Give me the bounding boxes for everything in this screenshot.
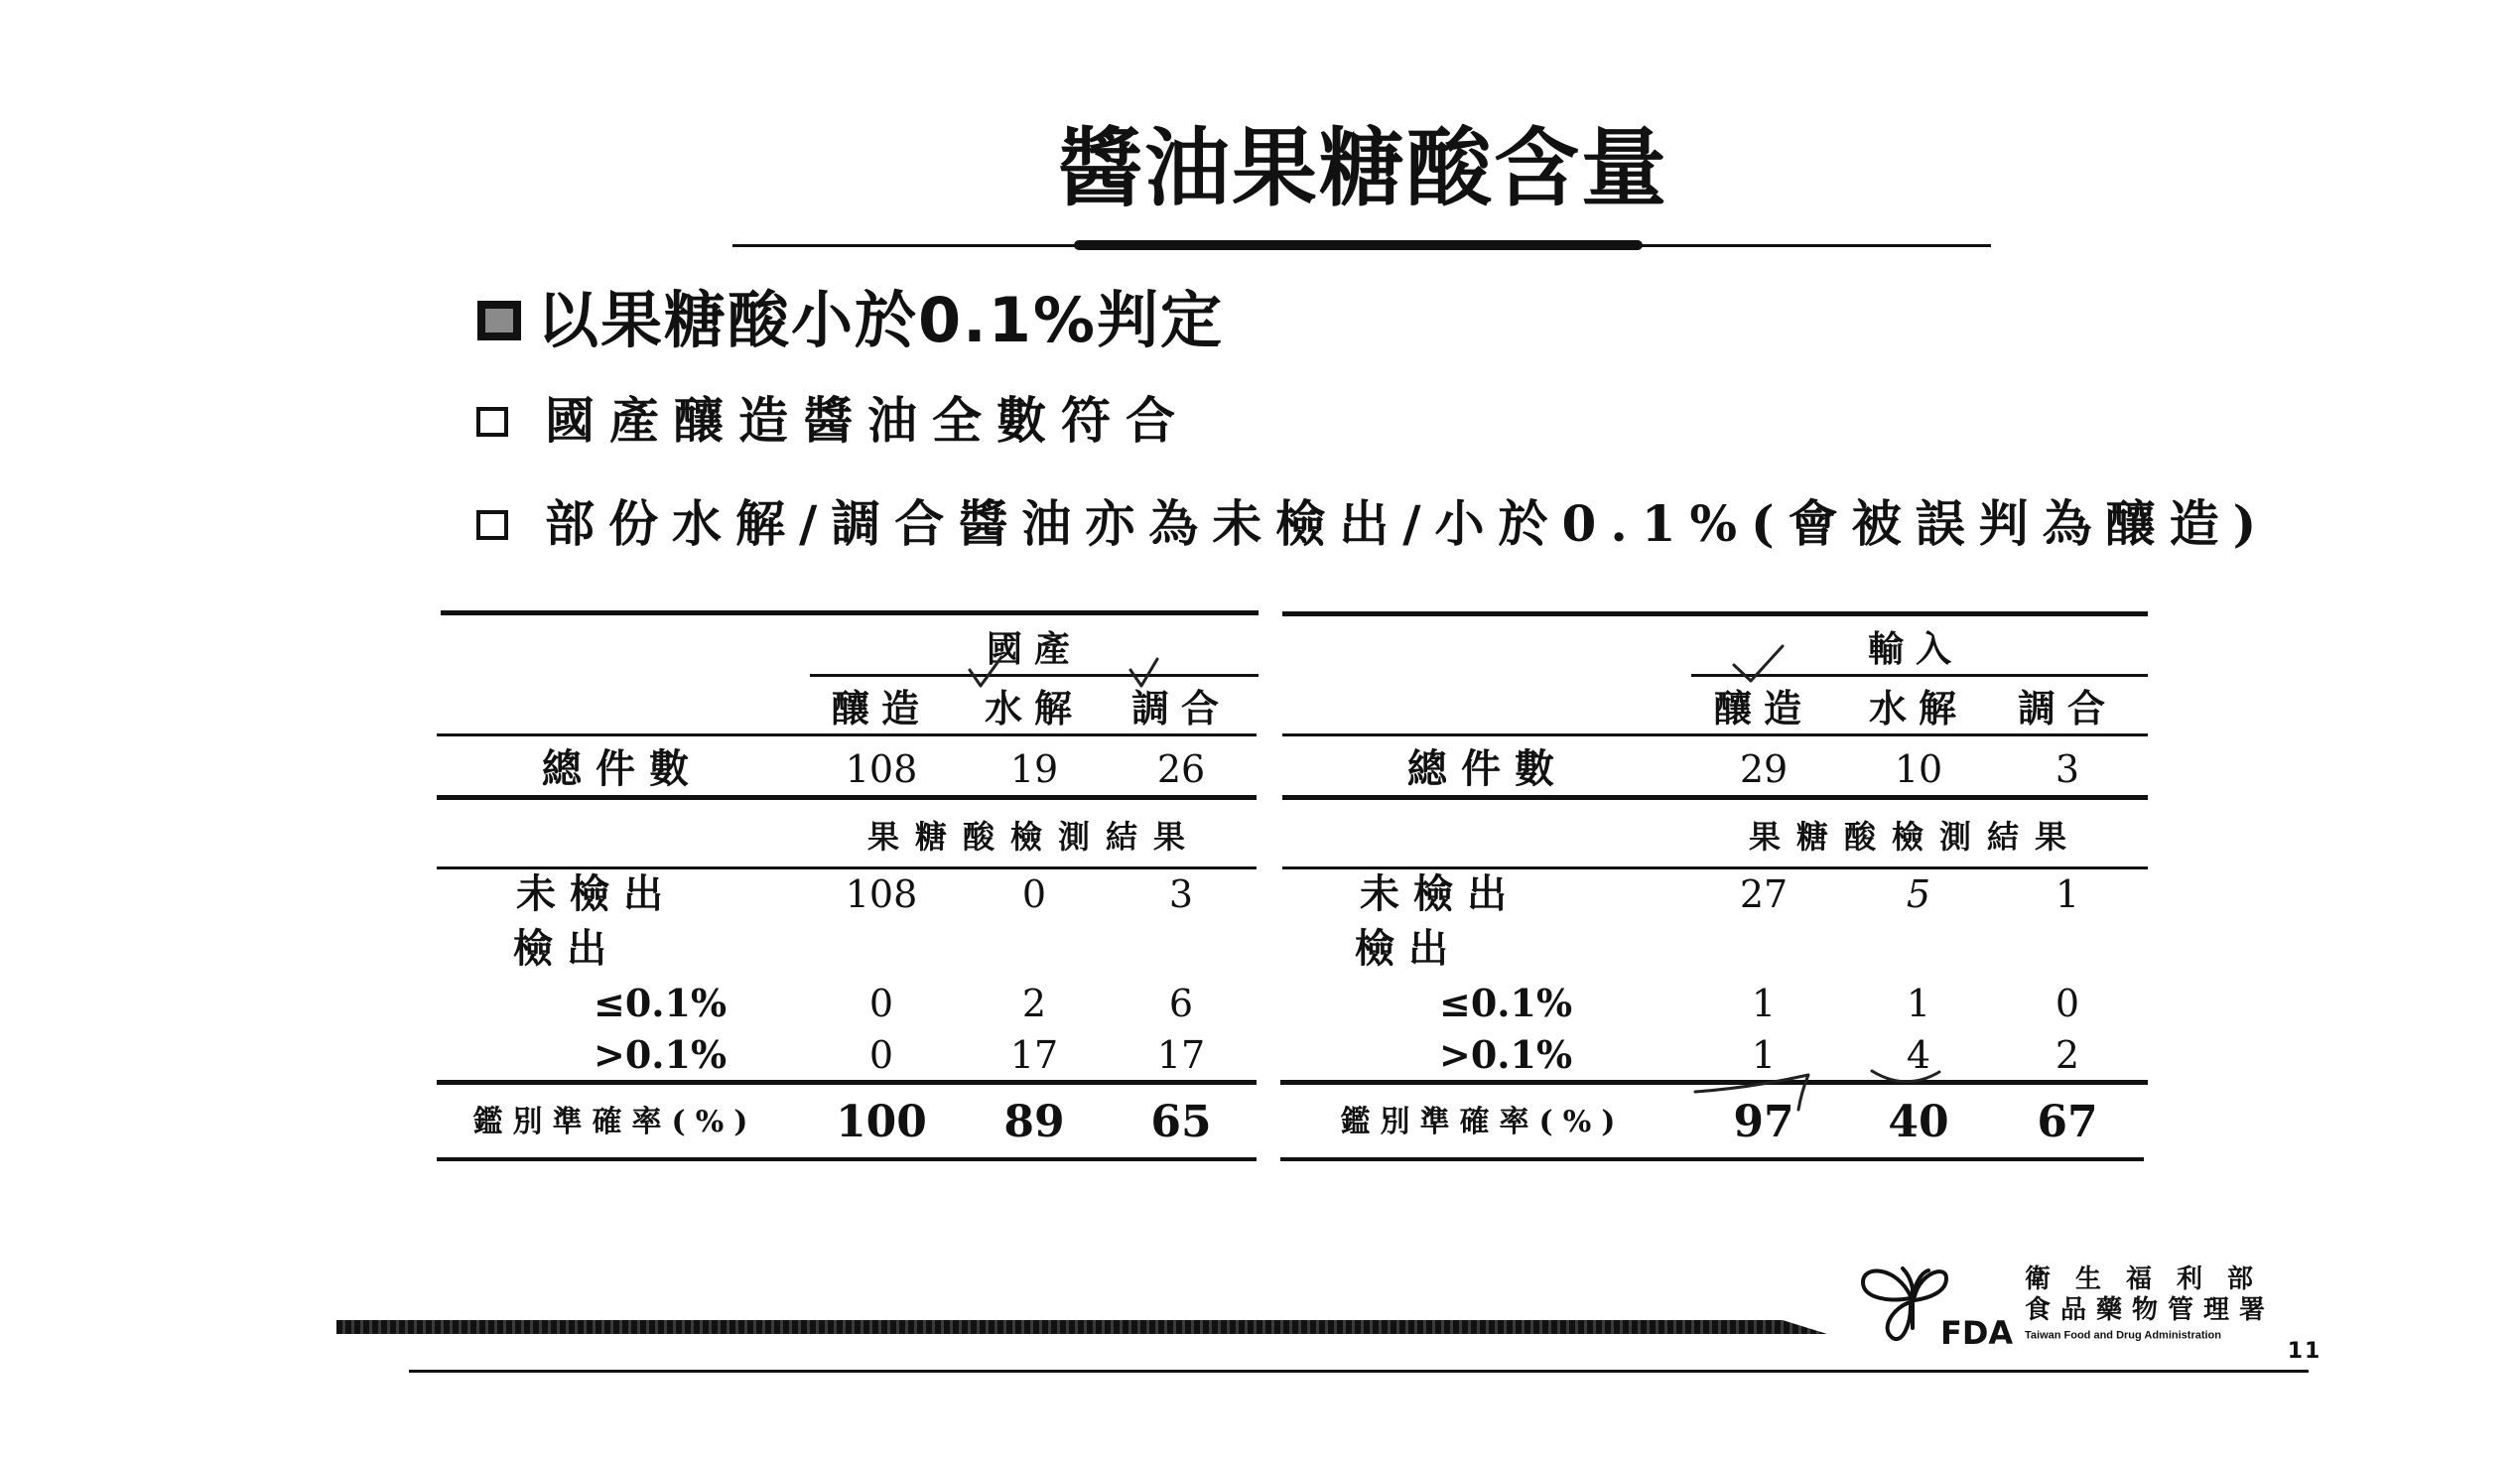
results-rule: [1280, 1080, 2148, 1085]
table-cell: 1: [2055, 872, 2080, 916]
table-cell: 6: [1168, 982, 1194, 1025]
table-cell: 108: [845, 872, 918, 916]
table-cell: 108: [845, 747, 918, 791]
table-cell: 2: [2055, 1033, 2080, 1077]
row-label-not-detected: 未檢出: [1360, 870, 1521, 917]
table-cell: 17: [1009, 1033, 1059, 1077]
bullet-misjudgement-note: 部份水解/調合醬油亦為未檢出/小於0.1%(會被誤判為釀造): [545, 494, 2271, 553]
footer-bar: [336, 1320, 1827, 1334]
accuracy-cell: 40: [1888, 1097, 1949, 1147]
table-cell: 27: [1739, 872, 1789, 916]
section-label: 果糖酸檢測結果: [1748, 818, 2083, 856]
header-rule: [437, 733, 1257, 736]
section-rule: [1282, 866, 2148, 869]
table-cell: 3: [2055, 747, 2080, 791]
table-cell: 29: [1739, 747, 1789, 791]
table-cell: 1: [1751, 982, 1777, 1025]
section-rule: [437, 866, 1257, 869]
logo-acronym: FDA: [1940, 1314, 2014, 1352]
logo-agency: 食品藥物管理署: [2025, 1295, 2276, 1325]
table-bottom-rule: [1280, 1157, 2144, 1161]
header-rule: [1282, 733, 2148, 736]
table-cell: 0: [868, 982, 894, 1025]
table-cell: 4: [1906, 1033, 1931, 1077]
title-underline-bar: [1074, 240, 1643, 250]
table-cell: 26: [1156, 747, 1206, 791]
column-header-blended: 調合: [2017, 686, 2118, 731]
table-cell: 3: [1168, 872, 1194, 916]
row-label-accuracy: 鑑別準確率(%): [1340, 1105, 1626, 1139]
table-cell: 0: [868, 1033, 894, 1077]
column-header-hydrolyzed: 水解: [1868, 686, 1969, 731]
table-cell: 1: [1751, 1033, 1777, 1077]
group-header-rule: [1691, 674, 2148, 677]
table-cell: 2: [1021, 982, 1047, 1025]
table-cell: 1: [1906, 982, 1931, 1025]
row-label-detected: 檢出: [1355, 925, 1462, 972]
row-label-le-threshold: ≤0.1%: [594, 981, 728, 1025]
table-cell: 17: [1156, 1033, 1206, 1077]
total-rule: [437, 795, 1257, 800]
section-label: 果糖酸檢測結果: [866, 818, 1202, 856]
table-cell: 19: [1009, 747, 1059, 791]
row-label-gt-threshold: >0.1%: [1439, 1032, 1573, 1077]
bullet-marker: [476, 510, 508, 540]
footer-rule: [409, 1370, 2309, 1373]
table-imported: [1278, 596, 2152, 1171]
table-domestic: [437, 596, 1260, 1171]
table-top-rule: [1282, 611, 2148, 616]
table-cell: 5: [1906, 872, 1931, 916]
row-label-gt-threshold: >0.1%: [594, 1032, 728, 1077]
logo-english-name: Taiwan Food and Drug Administration: [2025, 1329, 2221, 1342]
group-header: 國產: [986, 628, 1083, 670]
column-header-blended: 調合: [1130, 686, 1232, 731]
fda-logo: [1846, 1251, 2313, 1350]
butterfly-icon: [1859, 1259, 1950, 1346]
logo-ministry: 衛生福利部: [2025, 1264, 2279, 1294]
table-bottom-rule: [437, 1157, 1257, 1161]
bullet-marker-filled: [477, 301, 521, 340]
column-header-brewed: 釀造: [831, 686, 932, 731]
accuracy-cell: 89: [1003, 1097, 1065, 1147]
results-rule: [437, 1080, 1257, 1085]
row-label-le-threshold: ≤0.1%: [1439, 981, 1573, 1025]
row-label-not-detected: 未檢出: [516, 870, 677, 917]
table-top-rule: [441, 610, 1259, 615]
accuracy-cell: 97: [1733, 1097, 1794, 1147]
table-cell: 10: [1894, 747, 1943, 791]
total-rule: [1282, 795, 2148, 800]
bullet-criterion: 以果糖酸小於0.1%判定: [537, 284, 1224, 356]
column-header-brewed: 釀造: [1713, 686, 1814, 731]
slide-title: 醬油果糖酸含量: [1057, 119, 1668, 218]
accuracy-cell: 100: [836, 1097, 927, 1147]
group-header: 輸入: [1867, 628, 1964, 670]
row-label-total: 總件數: [542, 745, 703, 792]
row-label-total: 總件數: [1407, 745, 1568, 792]
page-number: 11: [2287, 1339, 2322, 1364]
bullet-marker: [476, 407, 508, 437]
table-cell: 0: [1021, 872, 1047, 916]
bullet-domestic-result: 國產釀造醬油全數符合: [545, 391, 1190, 450]
row-label-accuracy: 鑑別準確率(%): [472, 1105, 758, 1139]
accuracy-cell: 67: [2037, 1097, 2098, 1147]
column-header-hydrolyzed: 水解: [984, 686, 1085, 731]
row-label-detected: 檢出: [513, 925, 620, 972]
table-cell: 0: [2055, 982, 2080, 1025]
group-header-rule: [810, 674, 1259, 677]
accuracy-cell: 65: [1150, 1097, 1212, 1147]
